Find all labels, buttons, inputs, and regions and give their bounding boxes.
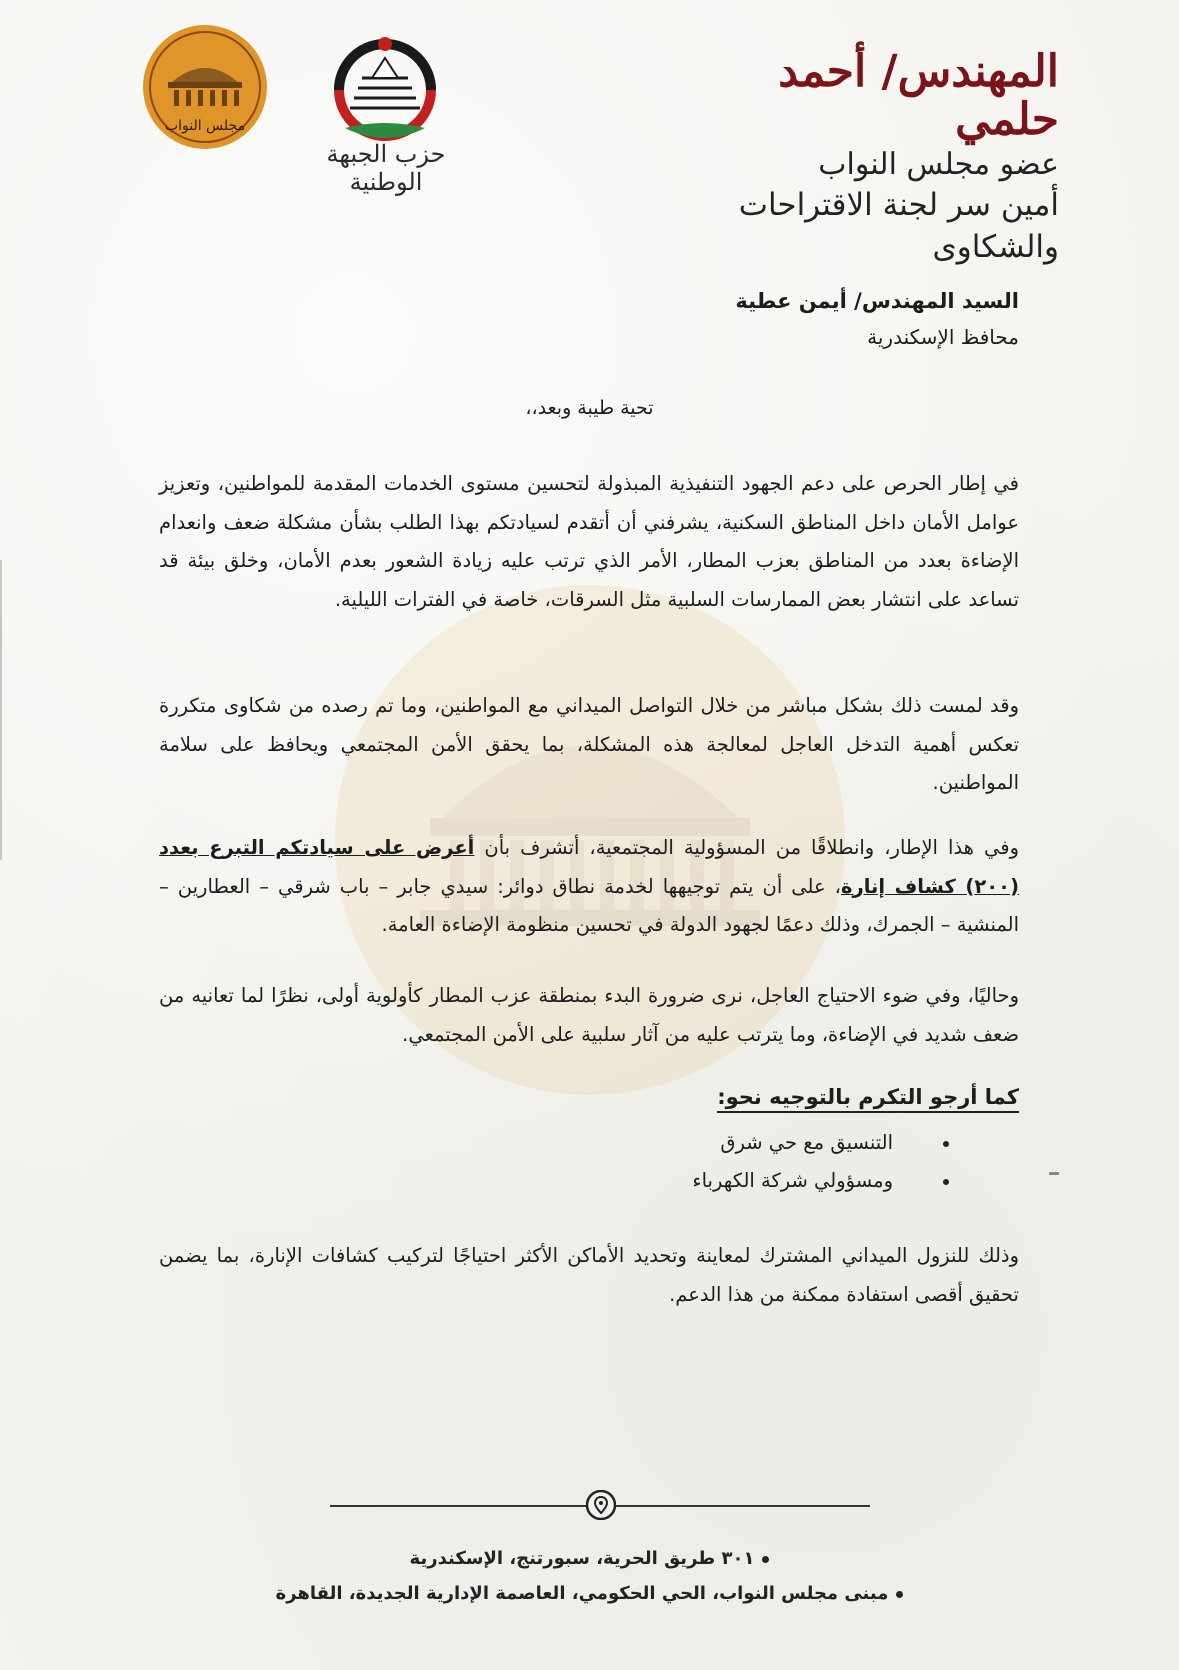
- majlis-logo-icon: [140, 22, 270, 152]
- request-heading: كما أرجو التكرم بالتوجيه نحو:: [159, 1085, 1019, 1109]
- footer-address-cairo: مبنى مجلس النواب، الحي الحكومي، العاصمة الإدارية الجديدة، القاهرة: [0, 1583, 1179, 1604]
- party-name: حزب الجبهة الوطنية: [326, 140, 446, 196]
- paragraph-1: في إطار الحرص على دعم الجهود التنفيذية المبذولة لتحسين مستوى الخدمات المقدمة للمواطنين، وتعزيز عوامل الأمان داخل المناطق السكنية، يشرفني أن أتقدم لسيادتكم بهذا الطلب بشأن مشكلة ضعف وانعدام الإضاءة بعدد من المناطق بعزب المطار، الأمر الذي ترتب عليه زيادة الشعور بعدم الأمان، وخلق بيئة قد تساعد على انتشار بعض الممارسات السلبية مثل السرقات، خاصة في الفترات الليلية.: [159, 472, 1019, 611]
- donation-offer: أعرض على سيادتكم التبرع بعدد (٢٠٠) كشاف إنارة: [159, 836, 1019, 898]
- paragraph-5: وذلك للنزول الميداني المشترك لمعاينة وتحديد الأماكن الأكثر احتياجًا لتركيب كشافات الإنارة، بما يضمن تحقيق أقصى استفادة ممكنة من هذا الدعم.: [159, 1244, 1019, 1306]
- list-item: ومسؤولي شركة الكهرباء: [369, 1162, 969, 1200]
- addressee-title: محافظ الإسكندرية: [867, 324, 1019, 349]
- list-item: التنسيق مع حي شرق: [369, 1124, 969, 1162]
- footer-address-alexandria: ٣٠١ طريق الحرية، سبورتنج، الإسكندرية: [0, 1548, 1179, 1569]
- scan-mark: [1049, 1172, 1059, 1175]
- paragraph-3: [159, 829, 1019, 945]
- paragraph-4: وحاليًا، وفي ضوء الاحتياج العاجل، نرى ضرورة البدء بمنطقة عزب المطار كأولوية أولى، نظرًا لما تعانيه من ضعف شديد في الإضاءة، وما يترتب عليه من آثار سلبية على الأمن المجتمعي.: [159, 984, 1019, 1046]
- addressee-name: السيد المهندس/ أيمن عطية: [735, 289, 1019, 313]
- paragraph-3-end: ، على أن يتم توجيهها لخدمة نطاق دوائر: سيدي جابر – باب شرقي – العطارين – المنشية – الجمرك، وذلك دعمًا لجهود الدولة في تحسين منظومة الإضاءة العامة.: [159, 874, 1019, 936]
- sender-header: [699, 48, 1059, 269]
- scan-edge: [0, 560, 2, 860]
- greeting: تحية طيبة وبعد،،: [525, 397, 654, 419]
- majlis-logo-text: مجلس النواب: [164, 118, 246, 134]
- sender-name: المهندس/ أحمد حلمي: [778, 46, 1059, 146]
- sender-position: عضو مجلس النواب: [818, 146, 1059, 182]
- location-pin-icon: [586, 1490, 616, 1520]
- addressee: [159, 284, 1019, 354]
- sender-committee: أمين سر لجنة الاقتراحات والشكاوى: [738, 187, 1059, 266]
- request-list: [369, 1124, 969, 1200]
- paragraph-2: وقد لمست ذلك بشكل مباشر من خلال التواصل الميداني مع المواطنين، وما تم رصده من شكاوى متكررة تعكس أهمية التدخل العاجل لمعالجة هذه المشكلة، بما يحقق الأمن المجتمعي ويحافظ على سلامة المواطنين.: [159, 694, 1019, 794]
- paragraph-3-start: وفي هذا الإطار، وانطلاقًا من المسؤولية المجتمعية، أتشرف بأن: [484, 836, 1020, 859]
